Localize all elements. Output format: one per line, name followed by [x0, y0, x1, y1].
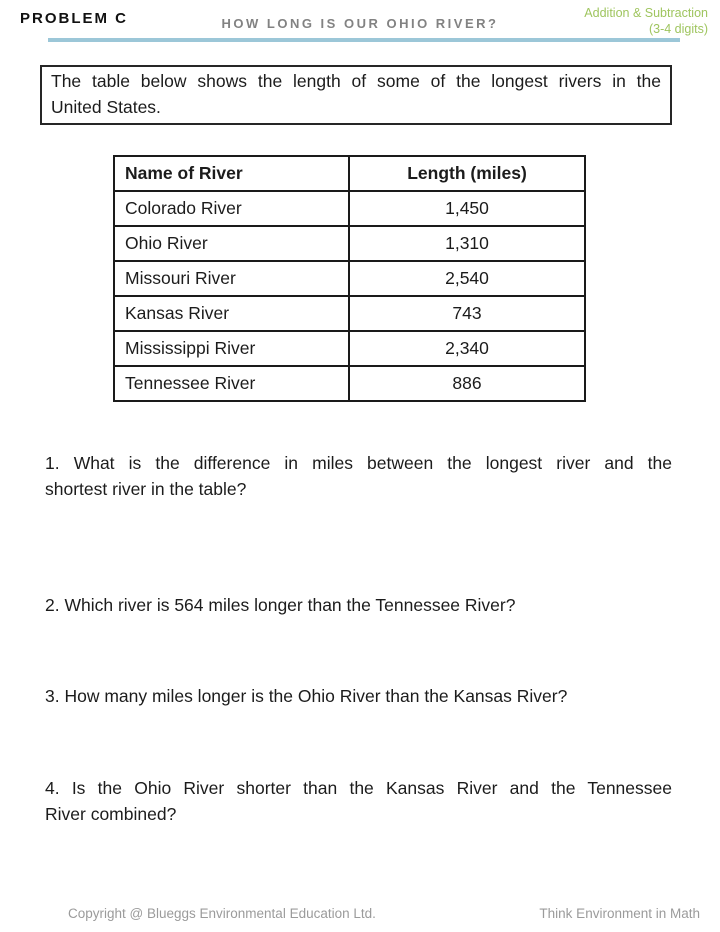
- river-name-cell: Colorado River: [114, 191, 349, 226]
- river-length-cell: 743: [349, 296, 585, 331]
- river-name-cell: Missouri River: [114, 261, 349, 296]
- question-text-line: 4. Is the Ohio River shorter than the Kansas River and the Tennessee: [45, 778, 672, 798]
- topic-label: [584, 5, 708, 37]
- question-text-line: River combined?: [45, 804, 177, 824]
- question-text-line: 2. Which river is 564 miles longer than the Tennessee River?: [45, 595, 516, 615]
- rivers-table: [113, 155, 586, 402]
- copyright-text: Copyright @ Blueggs Environmental Education Ltd.: [68, 906, 376, 921]
- question-4: [45, 775, 672, 827]
- header-divider: [48, 38, 680, 42]
- tagline-text: Think Environment in Math: [539, 906, 700, 921]
- table-row: [114, 261, 585, 296]
- column-header-length: Length (miles): [349, 156, 585, 191]
- problem-label: PROBLEM C: [20, 10, 128, 27]
- question-text-line: shortest river in the table?: [45, 479, 247, 499]
- question-2: [45, 592, 672, 618]
- river-length-cell: 1,450: [349, 191, 585, 226]
- river-length-cell: 1,310: [349, 226, 585, 261]
- question-text-line: 1. What is the difference in miles between the longest river and the: [45, 453, 672, 473]
- question-1: [45, 450, 672, 502]
- river-name-cell: Kansas River: [114, 296, 349, 331]
- river-name-cell: Mississippi River: [114, 331, 349, 366]
- topic-line-1: Addition & Subtraction: [584, 6, 708, 20]
- river-length-cell: 2,340: [349, 331, 585, 366]
- intro-box: [40, 65, 672, 125]
- river-name-cell: Tennessee River: [114, 366, 349, 401]
- table-row: [114, 366, 585, 401]
- river-length-cell: 2,540: [349, 261, 585, 296]
- table-row: [114, 191, 585, 226]
- question-3: [45, 683, 672, 709]
- table-row: [114, 331, 585, 366]
- river-length-cell: 886: [349, 366, 585, 401]
- table-header-row: [114, 156, 585, 191]
- table-row: [114, 226, 585, 261]
- intro-text-line: The table below shows the length of some of the longest rivers in the: [51, 71, 661, 91]
- intro-text-line: United States.: [51, 97, 161, 117]
- river-name-cell: Ohio River: [114, 226, 349, 261]
- table-row: [114, 296, 585, 331]
- column-header-name: Name of River: [114, 156, 349, 191]
- topic-line-2: (3-4 digits): [648, 22, 708, 36]
- question-text-line: 3. How many miles longer is the Ohio River than the Kansas River?: [45, 686, 568, 706]
- page-title: HOW LONG IS OUR OHIO RIVER?: [221, 16, 499, 31]
- page-footer: [68, 906, 700, 921]
